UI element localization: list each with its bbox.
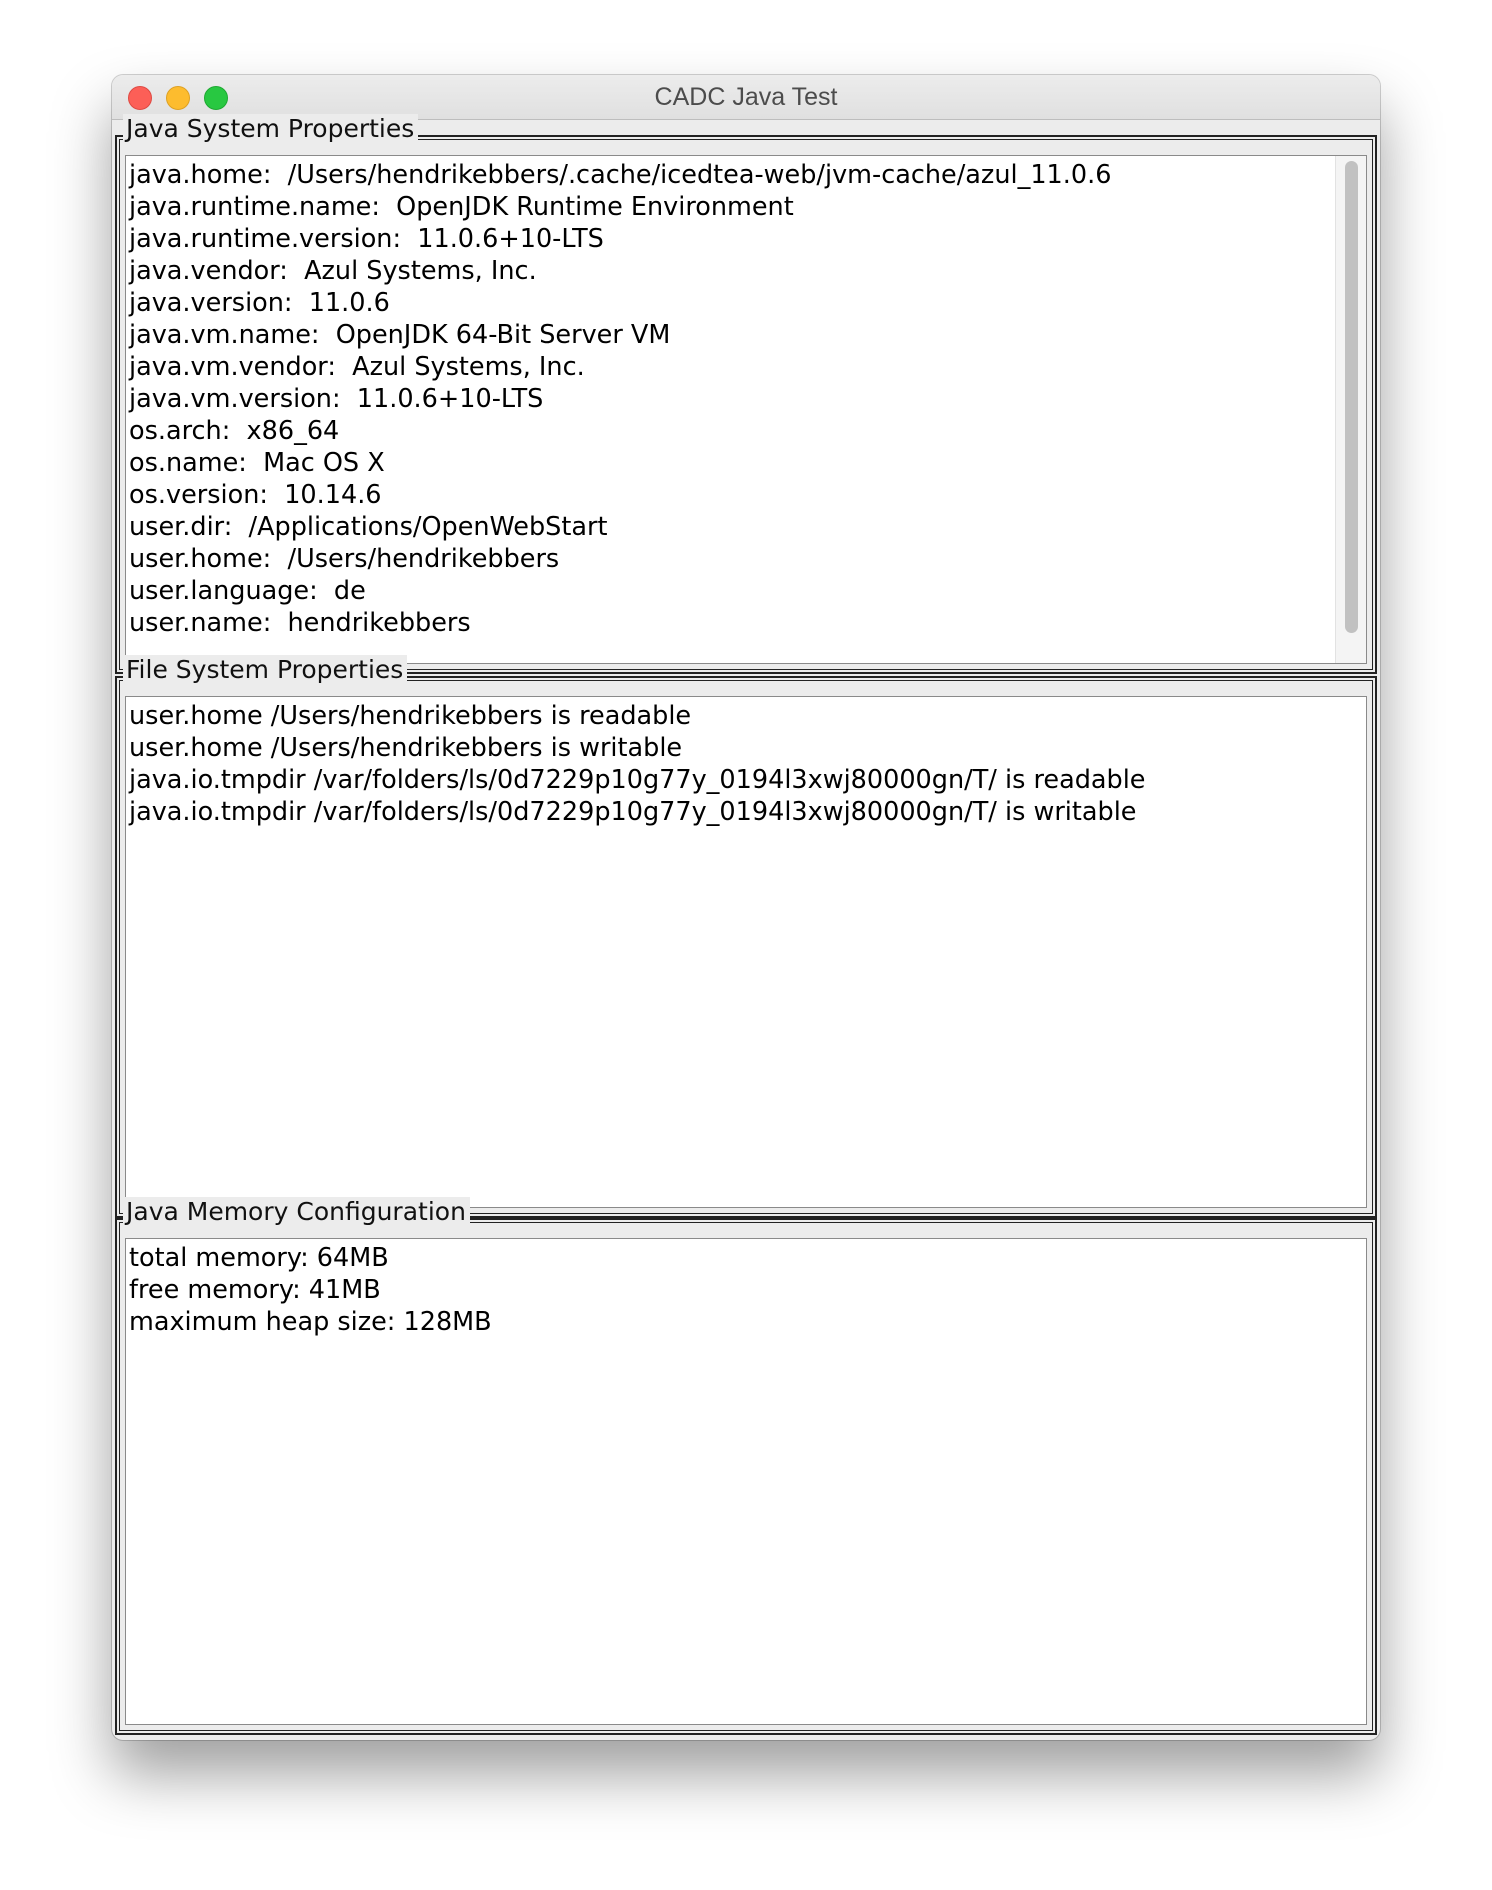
java-system-property-line: java.version: 11.0.6	[129, 288, 390, 318]
java-system-properties-text-area[interactable]	[125, 155, 1367, 664]
window-title: CADC Java Test	[654, 83, 838, 111]
file-system-property-line: java.io.tmpdir /var/folders/ls/0d7229p10g77y_0194l3xwj80000gn/T/ is readable	[129, 765, 1146, 795]
java-system-property-line: java.vendor: Azul Systems, Inc.	[129, 256, 537, 286]
java-system-property-line: os.arch: x86_64	[129, 416, 340, 446]
scrollbar-thumb[interactable]	[1345, 161, 1358, 633]
java-system-property-line: os.name: Mac OS X	[129, 448, 385, 478]
memory-config-line: free memory: 41MB	[129, 1275, 381, 1305]
vertical-scrollbar[interactable]	[1335, 156, 1366, 663]
file-system-properties-text-area[interactable]	[125, 696, 1367, 1208]
java-memory-configuration-text-area[interactable]	[125, 1238, 1367, 1725]
java-system-property-line: java.vm.vendor: Azul Systems, Inc.	[129, 352, 585, 382]
java-system-property-line: user.language: de	[129, 576, 366, 606]
java-system-property-line: user.home: /Users/hendrikebbers	[129, 544, 560, 574]
file-system-property-line: user.home /Users/hendrikebbers is readable	[129, 701, 692, 731]
file-system-properties-panel	[115, 655, 1377, 1218]
java-system-property-line: java.vm.name: OpenJDK 64-Bit Server VM	[129, 320, 671, 350]
memory-config-line: total memory: 64MB	[129, 1243, 389, 1273]
memory-config-line: maximum heap size: 128MB	[129, 1307, 492, 1337]
java-system-property-line: java.runtime.name: OpenJDK Runtime Environment	[129, 192, 794, 222]
java-system-property-line: java.vm.version: 11.0.6+10-LTS	[129, 384, 544, 414]
java-system-property-line: user.dir: /Applications/OpenWebStart	[129, 512, 608, 542]
java-system-properties-panel	[115, 114, 1377, 674]
file-system-property-line: java.io.tmpdir /var/folders/ls/0d7229p10g77y_0194l3xwj80000gn/T/ is writable	[129, 797, 1137, 827]
java-system-property-line: java.runtime.version: 11.0.6+10-LTS	[129, 224, 604, 254]
java-system-property-line: java.home: /Users/hendrikebbers/.cache/icedtea-web/jvm-cache/azul_11.0.6	[129, 160, 1112, 190]
java-memory-configuration-panel	[115, 1197, 1377, 1735]
file-system-property-line: user.home /Users/hendrikebbers is writable	[129, 733, 683, 763]
app-window	[112, 75, 1380, 1740]
java-memory-configuration-legend: Java Memory Configuration	[123, 1197, 470, 1227]
java-system-property-line: os.version: 10.14.6	[129, 480, 382, 510]
java-system-property-line: user.name: hendrikebbers	[129, 608, 471, 638]
file-system-properties-legend: File System Properties	[123, 655, 407, 685]
java-system-properties-legend: Java System Properties	[123, 114, 418, 144]
